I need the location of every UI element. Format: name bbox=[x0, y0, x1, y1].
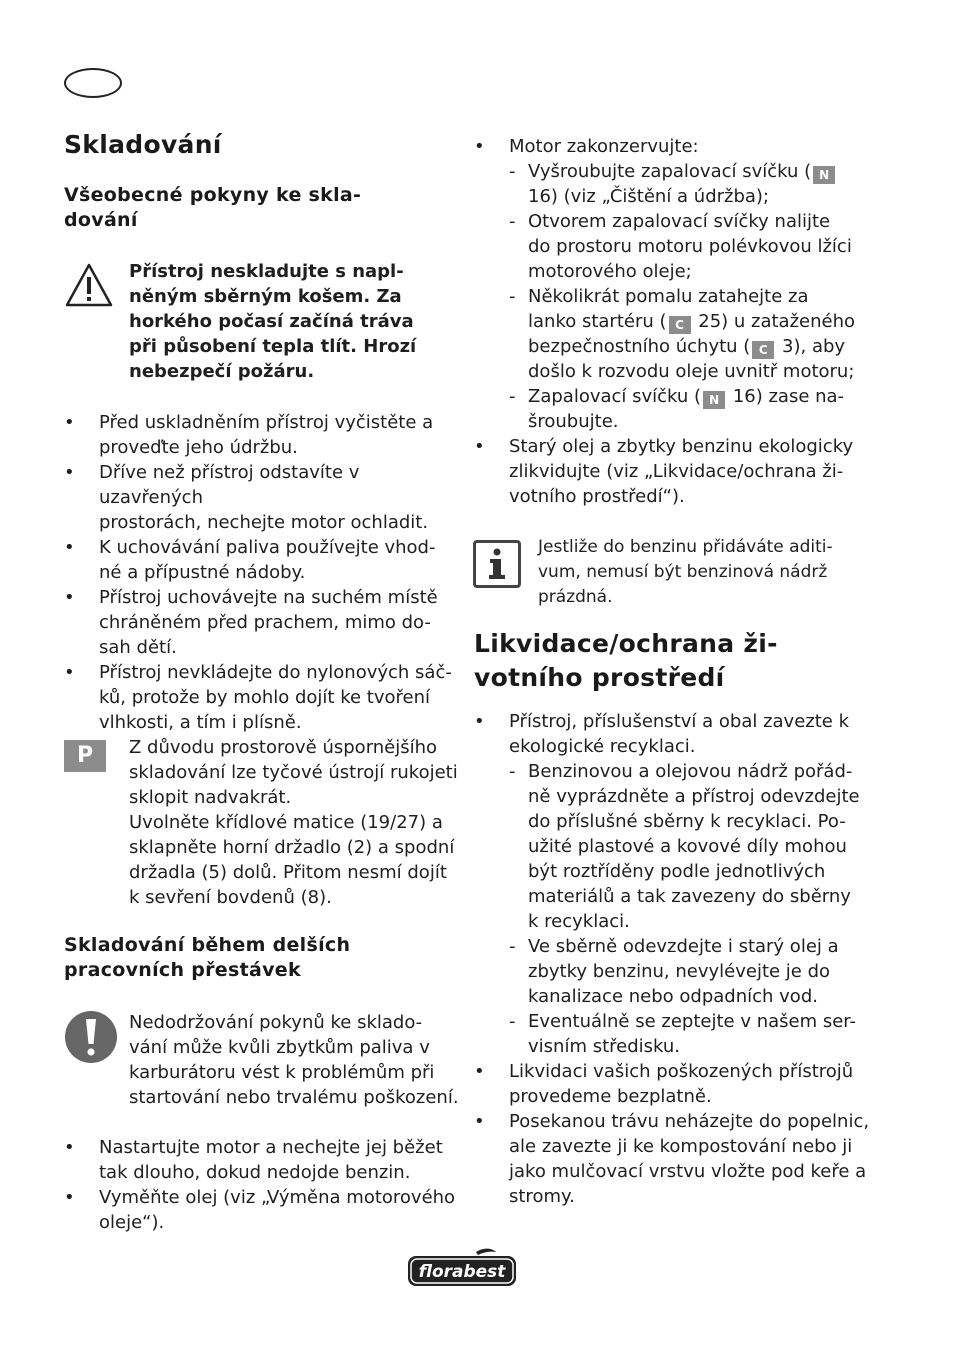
disposal-sub-list bbox=[509, 759, 874, 1059]
list-item: • Přístroj, příslušenství a obal zavezte k ekologické recyklaci. - Benzinovou a olejovou nádrž pořád- ně vyprázdněte a přístroj odevzdejte do příslušné sběrny k recyklaci. Po- užité plastové a kovové díly mohou být roztříděny podle jednotlivých materiálů a tak zavezeny do sběrny k recyklaci. - Ve sběrně odevzdejte i starý olej a zbytky benzinu, nevylévejte je do kanalizace nebo odpadních vod. - Eventuálně se zeptejte v našem ser- visním středisku. bbox=[474, 709, 874, 1059]
list-item: • Přístroj uchovávejte na suchém místě chráněném před prachem, mimo do- sah dětí. bbox=[64, 585, 454, 660]
general-storage-heading: Všeobecné pokyny ke skla- dování bbox=[64, 184, 362, 231]
list-item: • K uchovávání paliva používejte vhod- né a přípustné nádoby. bbox=[64, 535, 454, 585]
list-item: • Přístroj nevkládejte do nylonových sáč- ků, protože by mohlo dojít ke tvoření vlhkosti, a tím i plísně. bbox=[64, 660, 454, 735]
language-indicator bbox=[64, 68, 122, 98]
disposal-bullet-list bbox=[474, 709, 874, 1209]
figure-ref-badge: C bbox=[669, 316, 691, 334]
motor-intro: Motor zakonzervujte: bbox=[509, 136, 699, 157]
florabest-logo bbox=[406, 1246, 518, 1288]
figure-ref-badge: N bbox=[813, 166, 835, 184]
long-break-storage-heading: Skladování během delších pracovních přestávek bbox=[64, 934, 351, 981]
tip-text: Z důvodu prostorově úspornějšího skladování lze tyčové ústrojí rukojeti sklopit nadvakrát. Uvolněte křídlové matice (19/27) a sklapněte horní držadlo (2) a spodní držadla (5) dolů. Přitom nesmí dojít k sevření bovdenů (8). bbox=[129, 737, 458, 908]
sub-list-item: - Ve sběrně odevzdejte i starý olej a zbytky benzinu, nevylévejte je do kanalizace nebo odpadních vod. bbox=[509, 934, 874, 1009]
list-item: • Dříve než přístroj odstavíte v uzavřených prostorách, nechejte motor ochladit. bbox=[64, 460, 454, 535]
sub-list-item: - Vyšroubujte zapalovací svíčku ( N 16) (viz „Čištění a údržba); bbox=[509, 159, 874, 209]
section-title-disposal: Likvidace/ochrana ži- votního prostředí bbox=[474, 629, 778, 692]
motor-sub-list bbox=[509, 159, 874, 434]
sub-list-item: - Otvorem zapalovací svíčky nalijte do prostoru motoru polévkovou lžíci motorového oleje; bbox=[509, 209, 874, 284]
motor-bullet-list bbox=[474, 134, 874, 509]
figure-ref-badge: N bbox=[703, 391, 725, 409]
list-item: • Starý olej a zbytky benzinu ekologicky zlikvidujte (viz „Likvidace/ochrana ži- votního prostředí“). bbox=[474, 434, 874, 509]
warning-icon bbox=[64, 262, 114, 308]
caution-icon bbox=[64, 1010, 118, 1064]
section-title-storage: Skladování bbox=[64, 130, 222, 159]
info-icon bbox=[473, 540, 521, 588]
list-item bbox=[474, 134, 874, 434]
svg-text:florabest: florabest bbox=[418, 1262, 506, 1282]
info-text: Jestliže do benzinu přidáváte aditi- vum, nemusí být benzinová nádrž prázdná. bbox=[538, 537, 833, 607]
list-item: • Před uskladněním přístroj vyčistěte a proveďte jeho údržbu. bbox=[64, 410, 454, 460]
sub-list-item: - Eventuálně se zeptejte v našem ser- visním středisku. bbox=[509, 1009, 874, 1059]
sub-list-item: - Několikrát pomalu zatahejte za lanko startéru ( C 25) u zataženého bezpečnostního úchytu ( C 3), aby došlo k rozvodu oleje uvnitř motoru; bbox=[509, 284, 874, 384]
list-item: • Nastartujte motor a nechejte jej běžet tak dlouho, dokud nedojde benzin. bbox=[64, 1135, 464, 1185]
storage-bullet-list bbox=[64, 410, 454, 735]
sub-list-item: - Benzinovou a olejovou nádrž pořád- ně vyprázdněte a přístroj odevzdejte do příslušné sběrny k recyklaci. Po- užité plastové a kovové díly mohou být roztříděny podle jednotlivých materiálů a tak zavezeny do sběrny k recyklaci. bbox=[509, 759, 874, 934]
list-item: • Posekanou trávu neházejte do popelnic, ale zavezte ji ke kompostování nebo ji jako mulčovací vrstvu vložte pod keře a stromy. bbox=[474, 1109, 874, 1209]
long-break-bullet-list bbox=[64, 1135, 464, 1235]
figure-ref-badge: C bbox=[752, 341, 774, 359]
tip-badge: P bbox=[64, 740, 106, 772]
sub-list-item: - Zapalovací svíčku ( N 16) zase na- šroubujte. bbox=[509, 384, 874, 434]
caution-text: Nedodržování pokynů ke sklado- vání může kvůli zbytkům paliva v karburátoru vést k problémům při startování nebo trvalému poškození. bbox=[129, 1012, 459, 1108]
list-item: • Likvidaci vašich poškozených přístrojů provedeme bezplatně. bbox=[474, 1059, 874, 1109]
warning-text: Přístroj neskladujte s napl- něným sběrným košem. Za horkého počasí začíná tráva při působení tepla tlít. Hrozí nebezpečí požáru. bbox=[129, 261, 417, 382]
list-item: • Vyměňte olej (viz „Výměna motorového oleje“). bbox=[64, 1185, 464, 1235]
